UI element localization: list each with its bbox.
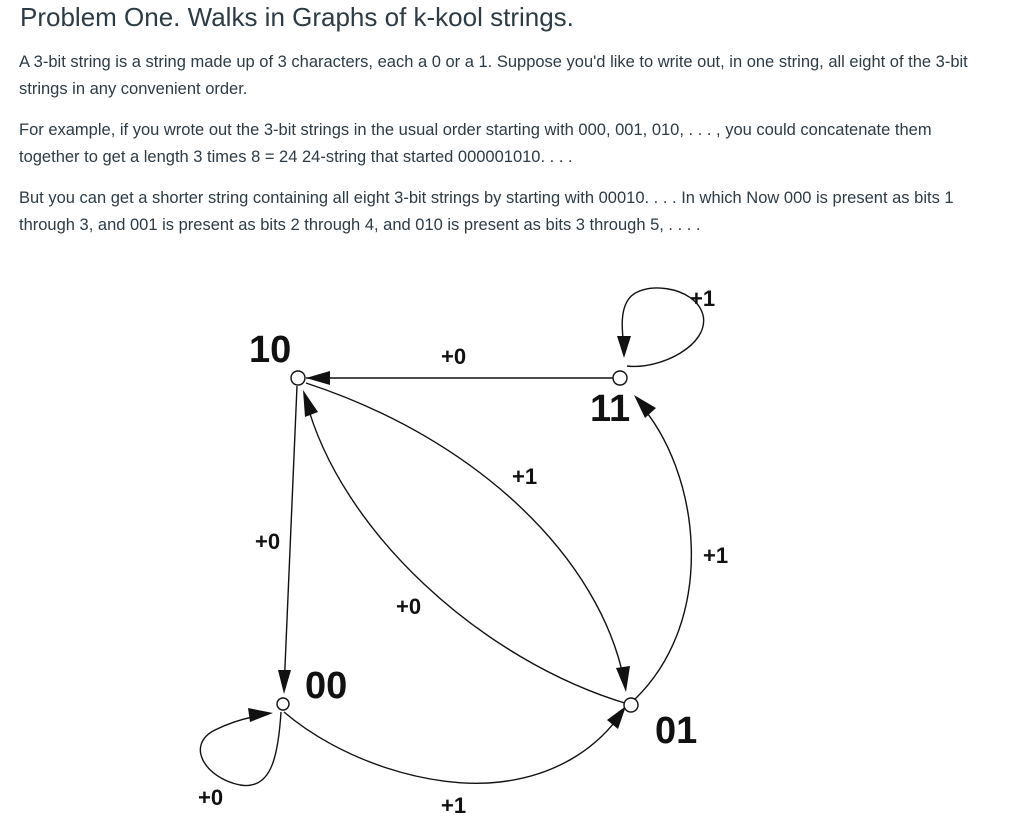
page-title: Problem One. Walks in Graphs of k-kool strings. xyxy=(20,2,574,32)
arrowhead-00-self-loop xyxy=(248,708,273,722)
node-01 xyxy=(624,698,638,712)
node-label-10: 10 xyxy=(249,329,292,371)
node-label-01: 01 xyxy=(655,710,698,752)
arrowhead-01-to-10 xyxy=(303,390,318,417)
node-label-11: 11 xyxy=(590,388,631,430)
edge-01-to-10 xyxy=(306,400,628,704)
edge-label-01-to-10: +0 xyxy=(396,594,422,619)
edge-10-to-01 xyxy=(306,383,624,680)
arrowhead-10-to-01 xyxy=(616,666,630,692)
edge-label-00-self-loop: +0 xyxy=(198,785,224,810)
edge-label-00-to-01: +1 xyxy=(441,793,467,818)
edge-label-10-to-00: +0 xyxy=(255,529,281,554)
arrowhead-10-to-00 xyxy=(278,670,291,694)
edge-label-01-to-11: +1 xyxy=(703,543,729,568)
edge-label-10-to-01: +1 xyxy=(512,464,538,489)
edge-label-11-self-loop: +1 xyxy=(690,286,716,311)
node-10 xyxy=(291,371,305,385)
arrowhead-11-to-10 xyxy=(306,371,330,385)
node-label-00: 00 xyxy=(305,665,348,707)
edge-00-to-01 xyxy=(284,712,622,783)
paragraph-intro: A 3-bit string is a string made up of 3 characters, each a 0 or a 1. Suppose you'd like to write out, in one string, all eight of the 3-bit strings in any convenient order. xyxy=(19,53,968,98)
arrowhead-01-to-11 xyxy=(634,395,656,418)
edge-10-to-00 xyxy=(284,386,297,690)
edge-00-self-loop xyxy=(200,712,281,786)
node-00 xyxy=(277,698,289,710)
arrowhead-11-self-loop xyxy=(617,336,631,358)
paragraph-shorter-string: But you can get a shorter string containing all eight 3-bit strings by starting with 00010. . . . In which Now 000 is present as bits 1 through 3, and 001 is present as bits 2 through 4, and 010 is present as bits 3 through 5, . . . . xyxy=(19,189,954,234)
paragraph-example: For example, if you wrote out the 3-bit strings in the usual order starting with 000, 001, 010, . . . , you could concatenate them together to get a length 3 times 8 = 24 24-string that started 000001010. . . . xyxy=(19,121,932,166)
edge-01-to-11 xyxy=(632,402,691,702)
edge-label-11-to-10: +0 xyxy=(441,344,467,369)
arrowhead-00-to-01 xyxy=(607,706,626,729)
node-11 xyxy=(613,371,627,385)
